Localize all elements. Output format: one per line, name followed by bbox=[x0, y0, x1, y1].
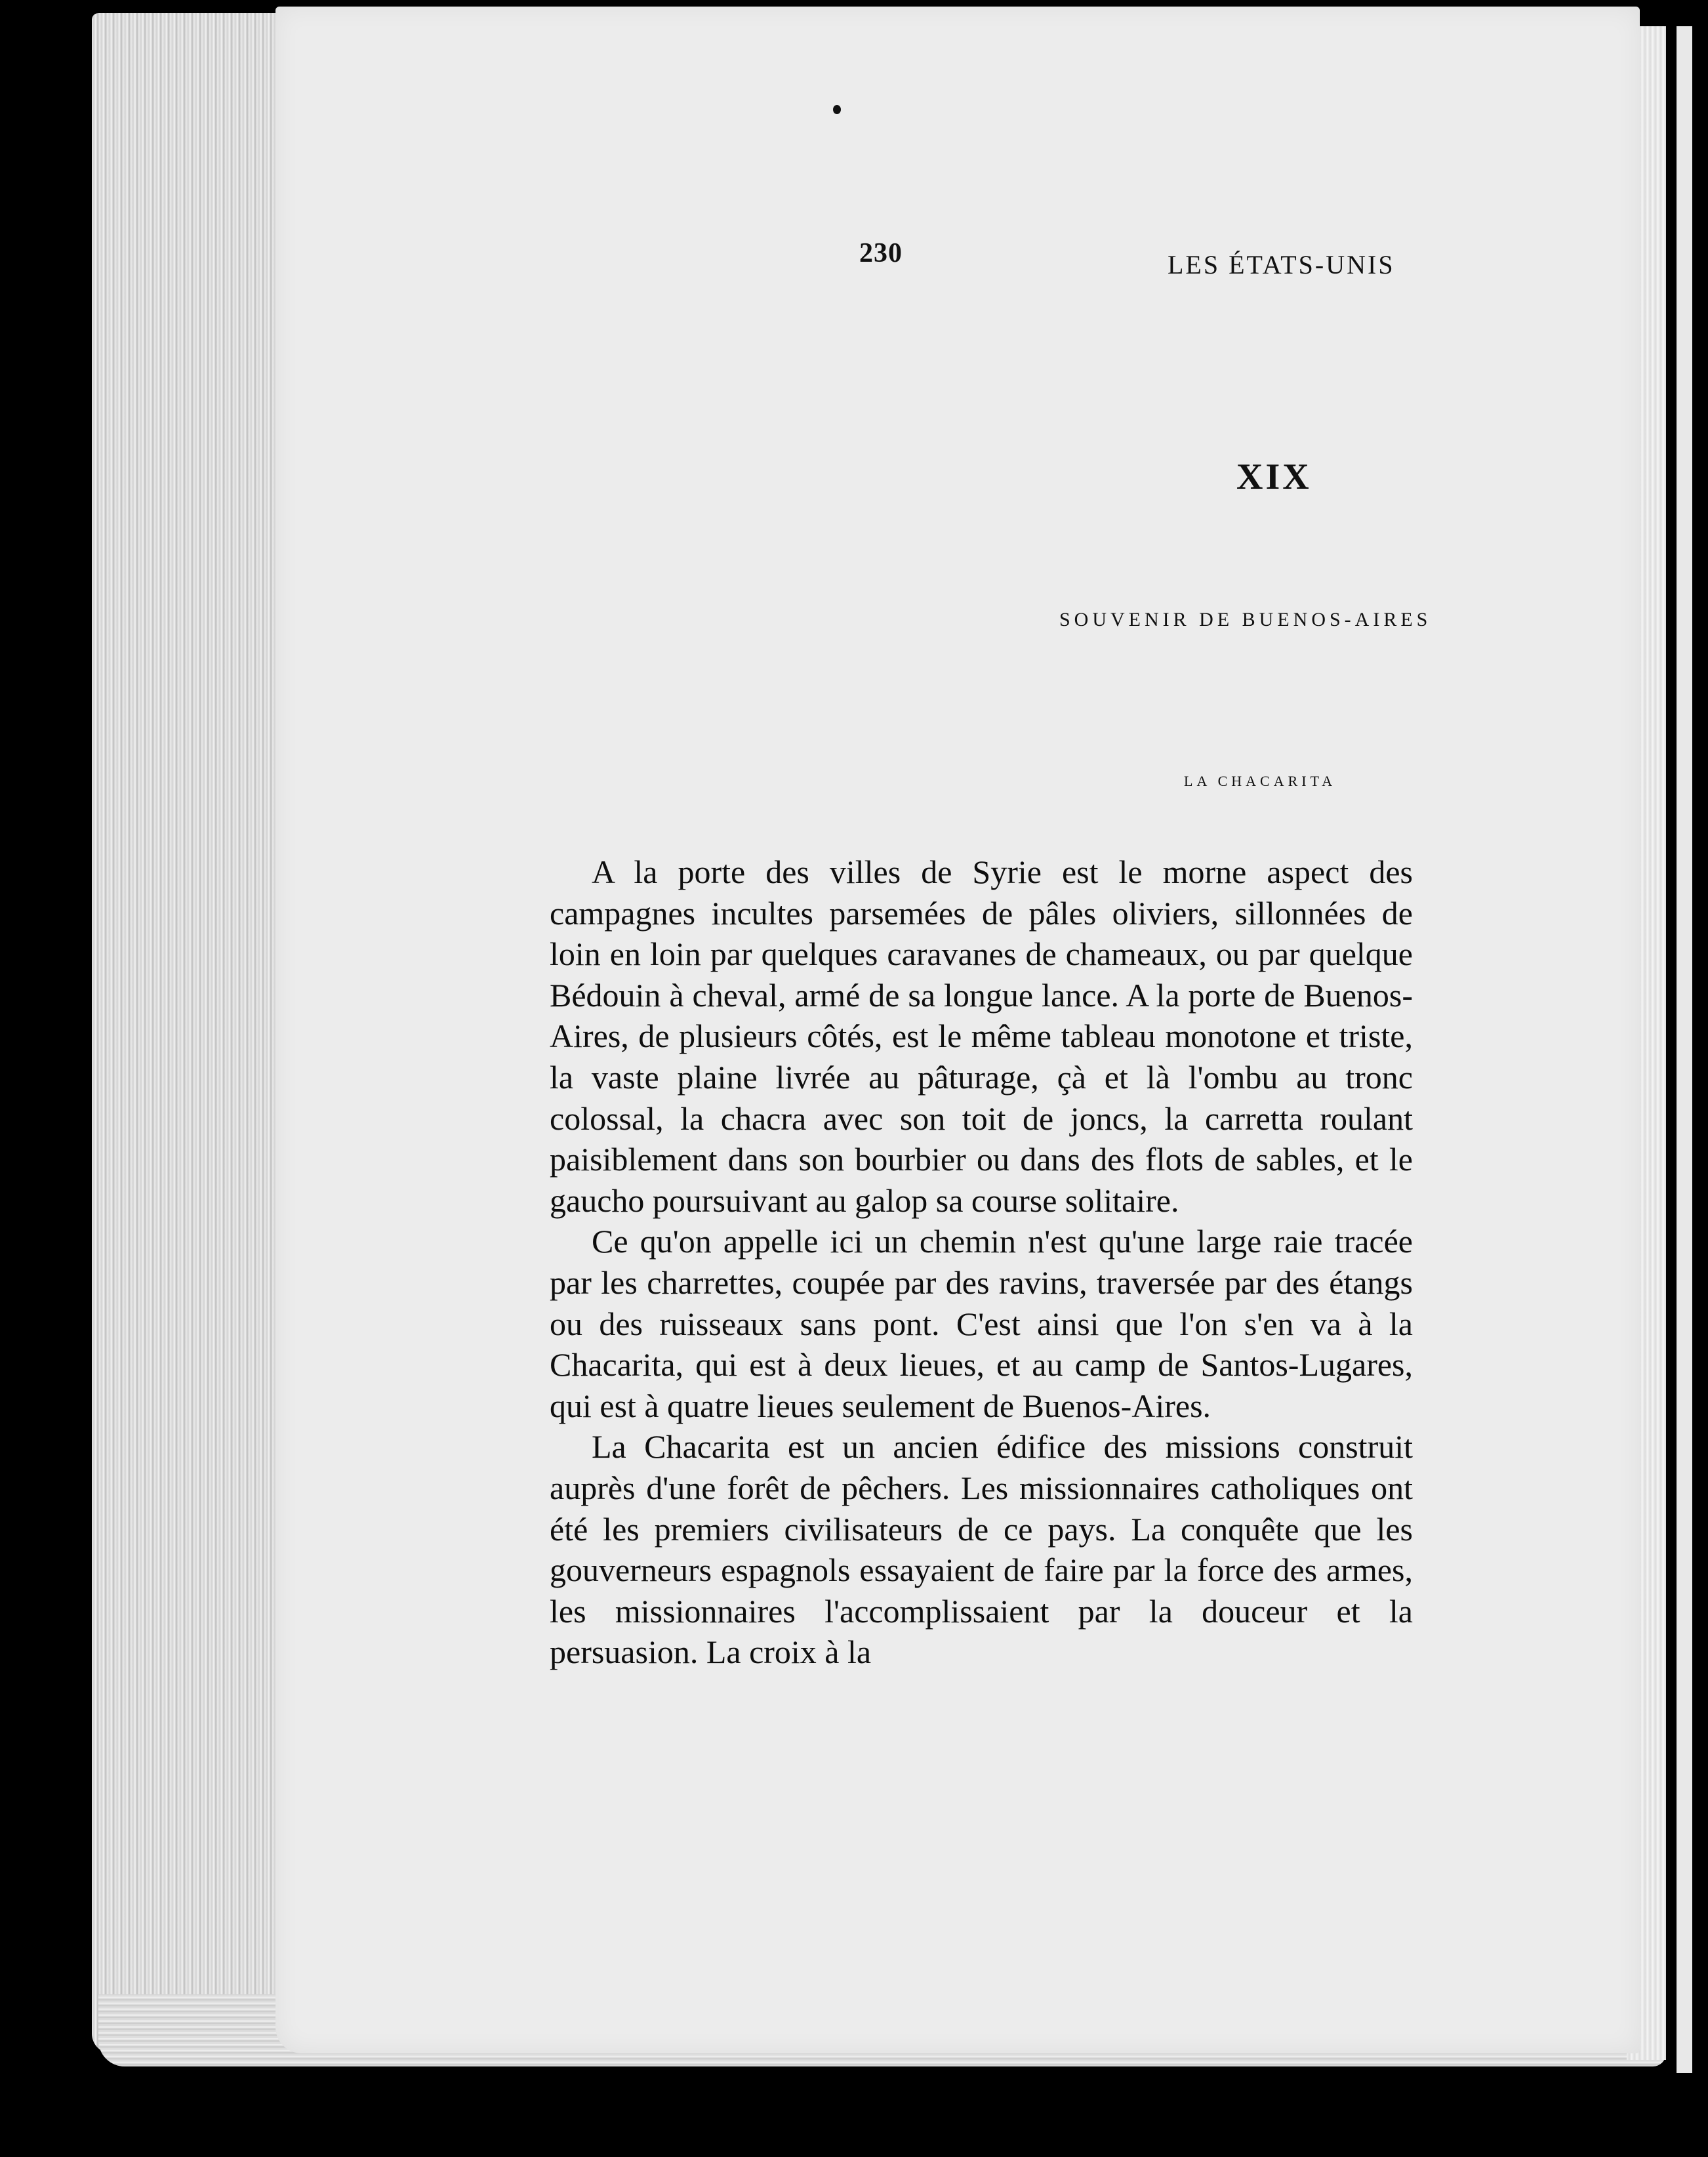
page-number: 230 bbox=[859, 238, 903, 268]
section-title: LA CHACARITA bbox=[1184, 773, 1337, 789]
chapter-title: SOUVENIR DE BUENOS-AIRES bbox=[1059, 609, 1432, 630]
ink-speck bbox=[833, 105, 841, 114]
facing-page-sliver bbox=[1677, 26, 1692, 2073]
paragraph-1: A la porte des villes de Syrie est le morne aspect des campagnes incultes parsemées de pâles oliviers, sillonnées de loin en loin par quelques caravanes de chameaux, ou par quelque Bédouin à cheval, armé de sa longue lance. A la porte de Buenos-Aires, de plusieurs côtés, est le même tableau monotone et triste, la vaste plaine livrée au pâturage, çà et là l'ombu au tronc colossal, la chacra avec son toit de joncs, la carretta roulant paisiblement dans son bourbier ou dans des flots de sables, et le gaucho poursuivant au galop sa course solitaire. bbox=[550, 853, 1413, 1219]
body-text bbox=[550, 852, 1413, 1673]
chapter-number: XIX bbox=[1236, 457, 1312, 497]
paragraph-3: La Chacarita est un ancien édifice des missions construit auprès d'une forêt de pêchers. Les missionnaires catholiques ont été les premiers civilisateurs de ce pays. La conquête que les gouverneurs espagnols essayaient de faire par la force des armes, les missionnaires l'accomplissaient par la douceur et la persuasion. La croix à la bbox=[550, 1428, 1413, 1671]
paragraph-2: Ce qu'on appelle ici un chemin n'est qu'une large raie tracée par les charrettes, coupée par des ravins, traversée par des étangs ou des ruisseaux sans pont. C'est ainsi que l'on s'en va à la Chacarita, qui est à deux lieues, et au camp de Santos-Lugares, qui est à quatre lieues seulement de Buenos-Aires. bbox=[550, 1223, 1413, 1424]
running-title: LES ÉTATS-UNIS bbox=[1168, 250, 1395, 279]
